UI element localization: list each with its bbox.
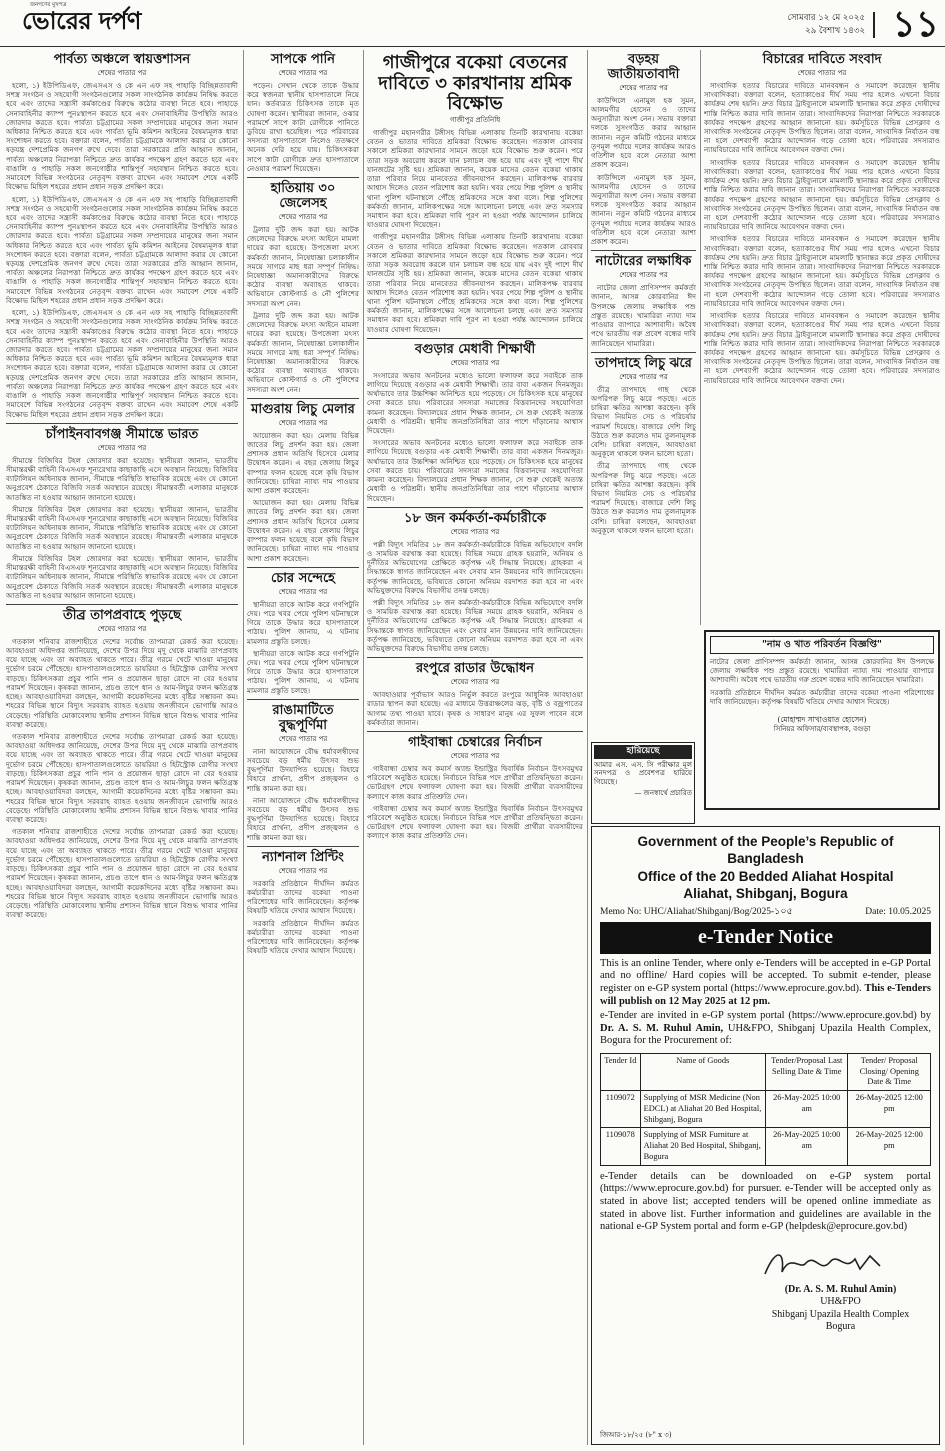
section-divider [367, 507, 583, 508]
tender-id: 1109078 [601, 1128, 641, 1165]
name-change-signer: (মোহাম্মদ সাখাওয়াত হোসেন) [777, 714, 867, 724]
date-bengali: ২৯ বৈশাখ ১৪৩২ [805, 25, 865, 36]
newspaper-logo: ভোরের দর্পণ [22, 7, 141, 35]
tender-closing-date: 26-May-2025 12:00 pm [848, 1128, 931, 1165]
article-body: সাংবাদিক হত্যার বিচারের দাবিতে মানববন্ধন ও সমাবেশ করেছেন স্থানীয় সাংবাদিকরা। বক্তারা বলেন, হত্যাকাণ্ডের দীর্ঘ সময় পার হলেও এখনো বিচার কার্যক্রম শেষ হয়নি। দ্রুত বিচার ট্রাইব্যুনালে মামলাটি স্থানান্তর করে প্রকৃত দোষীদের শাস্তি নিশ্চিত করার দাবি জানান তারা। সাংবাদিকদের নিরাপত্তা নিশ্চিতে সরকারকে কার্যকর পদক্ষেপ গ্রহণের আহ্বান জানানো হয়। কর্মসূচিতে বিভিন্ন প্রেসক্লাব ও সাংবাদিক সংগঠনের নেতৃবৃন্দ উপস্থিত ছিলেন। তারা বলেন, সাংবাদিক নির্যাতন বন্ধ না হলে দেশব্যাপী কঠোর আন্দোলন গড়ে তোলা হবে। পরিবারের সদস্যরাও ন্যায়বিচারের দাবি জানিয়ে আবেগঘন বক্তব্য দেন। [704, 234, 940, 308]
section-divider [247, 398, 359, 399]
article-body: পড়েন। সেখান থেকে তাকে উদ্ধার করে স্বজনরা স্থানীয় হাসপাতালে নিয়ে যান। কর্তব্যরত চিকিৎসক তাকে মৃত ঘোষণা করেন। স্থানীয়রা জানান, ওঝার পরামর্শে সাপে কাটা রোগীকে পানিতে ডুবিয়ে রাখা হয়েছিল। পরে পরিবারের সদস্যরা হাসপাতালে নিলেও ততক্ষণে অনেক দেরি হয়ে যায়। চিকিৎসকরা সাপে কাটা রোগীকে দ্রুত হাসপাতালে নেওয়ার পরামর্শ দিয়েছেন। [247, 80, 359, 173]
tender-col-header: Name of Goods [640, 1053, 765, 1090]
tender-heading: e-Tender Notice [600, 922, 931, 954]
tender-goods: Supplying of MSR Furniture at Aliahat 20 Bed Hospital, Shibganj, Bogura [640, 1128, 765, 1165]
article-body: সংসারের অভাব অনটনের মধ্যেও ভালো ফলাফল করে সবাইকে তাক লাগিয়ে দিয়েছে বগুড়ার এক মেধাবী শিক্ষার্থী। তার বাবা একজন দিনমজুর। অর্থাভাবে তার উচ্চশিক্ষা অনিশ্চিত হয়ে পড়েছে। সে চিকিৎসক হয়ে মানুষের সেবা করতে চায়। পরিবারের সদস্যরা সমাজের বিত্তবানদের সহযোগিতা কামনা করেছেন। বিদ্যালয়ের প্রধান শিক্ষক জানান, সে শুরু থেকেই অত্যন্ত মেধাবী ও পরিশ্রমী। স্থানীয় জনপ্রতিনিধিরা তার পাশে দাঁড়ানোর আশ্বাস দিয়েছেন। [367, 370, 583, 436]
section-divider [247, 177, 359, 178]
article-body: হলো, ১) ইউপিডিএফ, জেএসএস ও কে এন এফ সহ পাহাড়ি বিচ্ছিন্নতাবাদী সশস্ত্র সংগঠন ও সহযোগী সংগঠনগুলোর সকল সাংগঠনিক কার্যক্রম নিষিদ্ধ করতে হবে এবং তাদের সন্ত্রাসী কর্মকাণ্ডের বিরুদ্ধে কঠোর ব্যবস্থা নিতে হবে। পাহাড়ে সেনাবাহিনীর ক্যাম্প পুনঃস্থাপন করতে হবে এবং সেনাবাহিনীর উপস্থিতি আরও জোরদার করতে হবে। পার্বত্য চট্টগ্রামের সকল সম্প্রদায়ের মানুষের জন্য সমান অধিকার নিশ্চিত করতে হবে এবং পার্বত্য ভূমি কমিশন আইনের বৈষম্যমূলক ধারা সংশোধন করতে হবে। বক্তারা বলেন, পার্বত্য চট্টগ্রামকে আলাদা করার যে কোনো ষড়যন্ত্র দেশপ্রেমিক জনগণ রুখে দেবে। তারা সরকারের প্রতি আহ্বান জানান, পার্বত্য অঞ্চলের নিরাপত্তা নিশ্চিতে দ্রুত কার্যকর পদক্ষেপ গ্রহণ করতে হবে এবং বাঙালি ও পাহাড়ি সকল জনগোষ্ঠীর শান্তিপূর্ণ সহাবস্থান নিশ্চিত করতে হবে। সমাবেশে বিভিন্ন সংগঠনের নেতৃবৃন্দ বক্তব্য রাখেন এবং সমাবেশ শেষে একটি বিক্ষোভ মিছিল শহরের প্রধান প্রধান সড়ক প্রদক্ষিণ করে। [6, 308, 238, 419]
column-1 [6, 50, 238, 1445]
article-body: ট্রলার দুটি জব্দ করা হয়। আটক জেলেদের বিরুদ্ধে মৎস্য আইনে মামলা দায়ের করা হয়েছে। উপজেলা মৎস্য কর্মকর্তা জানান, নিষেধাজ্ঞা চলাকালীন সময়ে সাগরে মাছ ধরা সম্পূর্ণ নিষিদ্ধ। নিষেধাজ্ঞা অমান্যকারীদের বিরুদ্ধে কঠোর ব্যবস্থা অব্যাহত থাকবে। অভিযানে কোস্টগার্ড ও নৌ পুলিশের সদস্যরা অংশ নেন। [247, 224, 359, 308]
headline-rangamati: রাঙামাটিতে বুদ্ধপূর্ণিমা [272, 702, 334, 733]
column-divider [243, 50, 244, 1445]
headline-rangpur: রংপুরে রাডার উদ্ধোধন [415, 661, 535, 677]
source-eighteen: শেষের পাতার পর [450, 527, 500, 536]
source-bogura: শেষের পাতার পর [450, 358, 500, 367]
article-body: গাইবান্ধা চেম্বার অব কমার্স অ্যান্ড ইন্ডাস্ট্রির দ্বিবার্ষিক নির্বাচন উৎসবমুখর পরিবেশে অনুষ্ঠিত হয়েছে। নির্বাচনে বিভিন্ন পদে প্রার্থীরা প্রতিদ্বন্দ্বিতা করেন। ভোটগ্রহণ শেষে ফলাফল ঘোষণা করা হয়। বিজয়ী প্রার্থীরা ব্যবসায়ীদের কল্যাণে কাজ করার প্রতিশ্রুতি দেন। [367, 763, 583, 801]
headline-parbatya: পার্বত্য অঞ্চলে স্বায়ত্তশাসন [53, 52, 191, 67]
tender-intro [600, 958, 931, 1008]
headline-national-printing: ন্যাশনাল প্রিন্টিং [262, 849, 344, 865]
ad-reference: জিআর-১৮/২৫ (৮" x ৩) [600, 1431, 672, 1440]
article-body: নানা আয়োজনে বৌদ্ধ ধর্মাবলম্বীদের সবচেয়ে বড় ধর্মীয় উৎসব শুভ বুদ্ধপূর্ণিমা উদযাপিত হয়েছে। বিহারে বিহারে প্রার্থনা, প্রদীপ প্রজ্জ্বলন ও শান্তি কামনা করা হয়। [247, 795, 359, 842]
article-body: সংসারের অভাব অনটনের মধ্যেও ভালো ফলাফল করে সবাইকে তাক লাগিয়ে দিয়েছে বগুড়ার এক মেধাবী শিক্ষার্থী। তার বাবা একজন দিনমজুর। অর্থাভাবে তার উচ্চশিক্ষা অনিশ্চিত হয়ে পড়েছে। সে চিকিৎসক হয়ে মানুষের সেবা করতে চায়। পরিবারের সদস্যরা সমাজের বিত্তবানদের সহযোগিতা কামনা করেছেন। বিদ্যালয়ের প্রধান শিক্ষক জানান, সে শুরু থেকেই অত্যন্ত মেধাবী ও পরিশ্রমী। স্থানীয় জনপ্রতিনিধিরা তার পাশে দাঁড়ানোর আশ্বাস দিয়েছেন। [367, 438, 583, 503]
masthead [0, 0, 945, 47]
source-litchi-fair: শেষের পাতার পর [278, 418, 328, 427]
source-gaibandha: শেষের পাতার পর [450, 752, 500, 760]
tender-id: 1109072 [601, 1091, 641, 1128]
article-body: নাটোর জেলা প্রাণিসম্পদ কর্মকর্তা জানান, আসন্ন কোরবানির ঈদ উপলক্ষে জেলায় লক্ষাধিক পশু প্রস্তুত রয়েছে। খামারিরা ন্যায্য দাম পাওয়ার ব্যাপারে আশাবাদী। অবৈধ পথে ভারতীয় গরু প্রবেশ বন্ধের দাবি জানিয়েছেন খামারিরা। [591, 283, 696, 348]
source-hatiya: শেষের পাতার পর [278, 212, 328, 221]
headline-bogura: বগুড়ার মেধাবী শিক্ষার্থী [414, 341, 536, 357]
tender-date: Date: 10.05.2025 [865, 907, 931, 918]
tender-gov: Government of the People’s Republic of Bangladesh [637, 834, 894, 867]
source-tapprobah: শেষের পাতার পর [97, 624, 147, 633]
headline-litchi-fair: মাগুরায় লিচু মেলার [251, 401, 355, 417]
column-divider [363, 50, 364, 1445]
headline-gazipur: গাজীপুরে বকেয়া বেতনের দাবিতে ৩ কারখানায় শ্রমিক বিক্ষোভ [378, 52, 572, 115]
headline-thief: চোর সন্দেহে [270, 570, 336, 586]
tender-sign-title: UH&FPO [820, 1296, 861, 1308]
name-change-body: সরকারি প্রতিষ্ঠানে দীর্ঘদিন কর্মরত কর্মচারীরা তাদের বকেয়া পাওনা পরিশোধের দাবি জানিয়েছেন। কর্তৃপক্ষ বিষয়টি খতিয়ে দেখার আশ্বাস দিয়েছে। [710, 689, 934, 706]
column-5 [704, 50, 940, 625]
tender-col-header: Tender/Proposal Last Selling Date & Time [765, 1053, 848, 1090]
tender-sign-name: (Dr. A. S. M. Ruhul Amin) [784, 1283, 897, 1295]
article-body: কাউন্সিলে এনামুল হক সুমন, আলমগীর হোসেন ও তাদের অনুসারীরা অংশ নেন। সভায় বক্তারা দলকে সুসংগঠিত করার আহ্বান জানান। নতুন কমিটি গঠনের মাধ্যমে তৃণমূল পর্যায়ে দলের কার্যক্রম আরও গতিশীল হবে বলে নেতারা আশা প্রকাশ করেন। [591, 172, 696, 247]
tender-memo: Memo No: UHC/Aliahat/Shibganj/Bog/2025-১০৫ [600, 907, 793, 918]
tender-signature [760, 1244, 931, 1284]
source-tapdah: শেষের পাতার পর [619, 372, 668, 381]
headline-gaibandha: গাইবান্ধা চেম্বারের নির্বাচন [408, 735, 542, 751]
headline-bichar: বিচারের দাবিতে সংবাদ [762, 52, 882, 67]
article-body: সরকারি প্রতিষ্ঠানে দীর্ঘদিন কর্মরত কর্মচারীরা তাদের বকেয়া পাওনা পরিশোধের দাবি জানিয়েছেন। কর্তৃপক্ষ বিষয়টি খতিয়ে দেখার আশ্বাস দিয়েছে। [247, 918, 359, 956]
article-body: স্থানীয়রা তাকে আটক করে গণপিটুনি দেয়। পরে খবর পেয়ে পুলিশ ঘটনাস্থলে গিয়ে তাকে উদ্ধার করে হাসপাতালে পাঠায়। পুলিশ জানায়, এ ঘটনায় মামলার প্রস্তুতি চলছে। [247, 599, 359, 646]
name-change-notice [704, 630, 940, 810]
headline-tapprobah: তীব্র তাপপ্রবাহে পুড়ছে [62, 607, 182, 623]
tender-para3: e-Tender details can be downloaded on e-GP system portal (https://www.eprocure.gov.bd) for pursuer. e-Tender will be accepted only as stated in above list; accepted tenders will be opened online immediate as stated in above list. Further information and guidelines are available in the national e-GP System portal and form e-GP (helpdesk@eprocure.gov.bd) [600, 1170, 931, 1233]
tender-table [600, 1053, 931, 1166]
article-body: গতকাল শনিবার রাজশাহীতে দেশের সর্বোচ্চ তাপমাত্রা রেকর্ড করা হয়েছে। আবহাওয়া অধিদপ্তর জানিয়েছে, দেশের উপর দিয়ে মৃদু থেকে মাঝারি তাপপ্রবাহ বয়ে যাচ্ছে এবং তা অব্যাহত থাকতে পারে। তীব্র গরমে খেটে খাওয়া মানুষের দুর্ভোগ চরমে পৌঁছেছে। হাসপাতালগুলোতে ডায়রিয়া ও হিটস্ট্রোক রোগীর সংখ্যা বাড়ছে। চিকিৎসকরা প্রচুর পানি পান ও প্রয়োজন ছাড়া রোদে না বের হওয়ার পরামর্শ দিয়েছেন। কৃষকরা জানান, প্রচণ্ড তাপে ধান ও আম-লিচুর ফলন ক্ষতিগ্রস্ত হচ্ছে। আবহাওয়াবিদরা বলছেন, আগামী কয়েকদিনের মধ্যে বৃষ্টির সম্ভাবনা কম। শহরের বিভিন্ন স্থানে বিদ্যুৎ সরবরাহ ব্যাহত হওয়ায় জনজীবনে ভোগান্তি আরও বেড়েছে। পরিস্থিতি মোকাবেলায় স্থানীয় প্রশাসন বিভিন্ন স্থানে বিশুদ্ধ খাবার পানির ব্যবস্থা করেছে। [6, 732, 238, 824]
article-body: আবহাওয়ার পূর্বাভাস আরও নির্ভুল করতে রংপুরে আধুনিক আবহাওয়া রাডার স্থাপন করা হয়েছে। এর মাধ্যমে উত্তরাঞ্চলের ঝড়, বৃষ্টি ও বজ্রপাতের আগাম তথ্য পাওয়া যাবে। কৃষক ও সাধারণ মানুষ এর সুফল পাবেন বলে কর্মকর্তারা জানান। [367, 690, 583, 727]
tender-goods: Supplying of MSR Medicine (Non EDCL) at Aliahat 20 Bed Hospital, Shibganj, Bogura [640, 1091, 765, 1128]
source-national-printing: শেষের পাতার পর [278, 866, 328, 875]
article-body: গাইবান্ধা চেম্বার অব কমার্স অ্যান্ড ইন্ডাস্ট্রির দ্বিবার্ষিক নির্বাচন উৎসবমুখর পরিবেশে অনুষ্ঠিত হয়েছে। নির্বাচনে বিভিন্ন পদে প্রার্থীরা প্রতিদ্বন্দ্বিতা করেন। ভোটগ্রহণ শেষে ফলাফল ঘোষণা করা হয়। বিজয়ী প্রার্থীরা ব্যবসায়ীদের কল্যাণে কাজ করার প্রতিশ্রুতি দেন। [367, 803, 583, 841]
source-rangpur: শেষের পাতার পর [450, 678, 500, 687]
brand-tagline: জনগণের মুখপত্র [30, 2, 67, 8]
tender-closing-date: 26-May-2025 12:00 pm [848, 1091, 931, 1128]
tender-col-header: Tender Id [601, 1053, 641, 1090]
lost-notice [591, 742, 695, 824]
date-english: সোমবার ১২ মে ২০২৫ [787, 13, 865, 23]
headline-eighteen: ১৮ জন কর্মকর্তা-কর্মচারীকে [404, 510, 546, 526]
tender-selling-date: 26-May-2025 10:00 am [765, 1128, 848, 1165]
source-gazipur: গাজীপুর প্রতিনিধি [449, 116, 501, 125]
tender-office: Office of the 20 Bedded Aliahat Hospital [637, 868, 894, 884]
headline-tapdah: তাপদাহে লিচু ঝরে [595, 355, 692, 371]
article-body: পল্লী বিদ্যুৎ সমিতির ১৮ জন কর্মকর্তা-কর্মচারীকে বিভিন্ন অভিযোগে বদলি ও সাময়িক বরখাস্ত করা হয়েছে। বিভিন্ন সময়ে গ্রাহক হয়রানি, অনিয়ম ও দুর্নীতির অভিযোগের প্রেক্ষিতে কর্তৃপক্ষ এই সিদ্ধান্ত নিয়েছে। গ্রাহকরা এ সিদ্ধান্তকে স্বাগত জানিয়েছেন এবং সেবার মান উন্নয়নের দাবি জানিয়েছেন। কর্তৃপক্ষ জানিয়েছে, ভবিষ্যতে কোনো অনিয়ম বরদাশত করা হবে না এবং অভিযুক্তদের বিরুদ্ধে বিভাগীয় তদন্ত চলছে। [367, 597, 583, 654]
column-3 [367, 50, 583, 1445]
section-divider [6, 423, 238, 424]
column-divider [587, 50, 588, 1445]
article-body: পল্লী বিদ্যুৎ সমিতির ১৮ জন কর্মকর্তা-কর্মচারীকে বিভিন্ন অভিযোগে বদলি ও সাময়িক বরখাস্ত করা হয়েছে। বিভিন্ন সময়ে গ্রাহক হয়রানি, অনিয়ম ও দুর্নীতির অভিযোগের প্রেক্ষিতে কর্তৃপক্ষ এই সিদ্ধান্ত নিয়েছে। গ্রাহকরা এ সিদ্ধান্তকে স্বাগত জানিয়েছেন এবং সেবার মান উন্নয়নের দাবি জানিয়েছেন। কর্তৃপক্ষ জানিয়েছে, ভবিষ্যতে কোনো অনিয়ম বরদাশত করা হবে না এবং অভিযুক্তদের বিরুদ্ধে বিভাগীয় তদন্ত চলছে। [367, 539, 583, 595]
tender-para2a: e-Tender are invited in e-GP system portal (https://www.eprocure.gov.bd) by [600, 1010, 931, 1022]
section-divider [367, 731, 583, 732]
article-body: সীমান্তে বিজিবির টহল জোরদার করা হয়েছে। স্থানীয়রা জানান, ভারতীয় সীমান্তরক্ষী বাহিনী বিএসএফ শূন্যরেখার কাছাকাছি এসে অবস্থান নিয়েছে। বিজিবির ব্যাটালিয়ন অধিনায়ক জানান, সীমান্তে পরিস্থিতি স্বাভাবিক রয়েছে এবং যে কোনো অনুপ্রবেশ ঠেকাতে বিজিবি সতর্ক অবস্থানে রয়েছে। সীমান্তবর্তী এলাকার মানুষকে আতঙ্কিত না হওয়ার আহ্বান জানানো হয়েছে। [6, 553, 238, 600]
source-natore: শেষের পাতার পর [619, 271, 668, 280]
article-body: কাউন্সিলে এনামুল হক সুমন, আলমগীর হোসেন ও তাদের অনুসারীরা অংশ নেন। সভায় বক্তারা দলকে সুসংগঠিত করার আহ্বান জানান। নতুন কমিটি গঠনের মাধ্যমে তৃণমূল পর্যায়ে দলের কার্যক্রম আরও গতিশীল হবে বলে নেতারা আশা প্রকাশ করেন। [591, 95, 696, 170]
source-rangamati: শেষের পাতার পর [278, 734, 328, 743]
article-body: গাজীপুর মহানগরীর টঙ্গীসহ বিভিন্ন এলাকায় তিনটি কারখানায় বকেয়া বেতন ও ভাতার দাবিতে শ্রমিকরা বিক্ষোভ করেছেন। গতকাল রোববার সকালে শ্রমিকরা কারখানার সামনে জড়ো হয়ে বিক্ষোভ শুরু করেন। পরে তারা সড়ক অবরোধ করলে যান চলাচল বন্ধ হয়ে যায় এবং দুই পাশে দীর্ঘ যানজটের সৃষ্টি হয়। শ্রমিকরা জানান, কয়েক মাসের বেতন বকেয়া থাকায় তারা পরিবার নিয়ে মানবেতর জীবনযাপন করছেন। মালিকপক্ষ বারবার আশ্বাস দিলেও বেতন পরিশোধ করা হয়নি। খবর পেয়ে শিল্প পুলিশ ও স্থানীয় থানা পুলিশ ঘটনাস্থলে পৌঁছে শ্রমিকদের সঙ্গে কথা বলে। শিল্প পুলিশের কর্মকর্তা জানান, মালিকপক্ষের সঙ্গে আলোচনা চলছে এবং দ্রুত সমস্যার সমাধান করা হবে। শ্রমিকরা দাবি পূরণ না হওয়া পর্যন্ত আন্দোলন চালিয়ে যাওয়ার ঘোষণা দিয়েছেন। [367, 128, 583, 230]
table-row [601, 1091, 931, 1128]
tender-notice [591, 826, 940, 1445]
article-body: সরকারি প্রতিষ্ঠানে দীর্ঘদিন কর্মরত কর্মচারীরা তাদের বকেয়া পাওনা পরিশোধের দাবি জানিয়েছেন। কর্তৃপক্ষ বিষয়টি খতিয়ে দেখার আশ্বাস দিয়েছে। [247, 878, 359, 916]
article-body: সাংবাদিক হত্যার বিচারের দাবিতে মানববন্ধন ও সমাবেশ করেছেন স্থানীয় সাংবাদিকরা। বক্তারা বলেন, হত্যাকাণ্ডের দীর্ঘ সময় পার হলেও এখনো বিচার কার্যক্রম শেষ হয়নি। দ্রুত বিচার ট্রাইব্যুনালে মামলাটি স্থানান্তর করে প্রকৃত দোষীদের শাস্তি নিশ্চিত করার দাবি জানান তারা। সাংবাদিকদের নিরাপত্তা নিশ্চিতে সরকারকে কার্যকর পদক্ষেপ গ্রহণের আহ্বান জানানো হয়। কর্মসূচিতে বিভিন্ন প্রেসক্লাব ও সাংবাদিক সংগঠনের নেতৃবৃন্দ উপস্থিত ছিলেন। তারা বলেন, সাংবাদিক নির্যাতন বন্ধ না হলে দেশব্যাপী কঠোর আন্দোলন গড়ে তোলা হবে। পরিবারের সদস্যরাও ন্যায়বিচারের দাবি জানিয়ে আবেগঘন বক্তব্য দেন। [704, 157, 940, 232]
tender-location: Aliahat, Shibganj, Bogura [683, 885, 848, 901]
article-body: সীমান্তে বিজিবির টহল জোরদার করা হয়েছে। স্থানীয়রা জানান, ভারতীয় সীমান্তরক্ষী বাহিনী বিএসএফ শূন্যরেখার কাছাকাছি এসে অবস্থান নিয়েছে। বিজিবির ব্যাটালিয়ন অধিনায়ক জানান, সীমান্তে পরিস্থিতি স্বাভাবিক রয়েছে এবং যে কোনো অনুপ্রবেশ ঠেকাতে বিজিবি সতর্ক অবস্থানে রয়েছে। সীমান্তবর্তী এলাকার মানুষকে আতঙ্কিত না হওয়ার আহ্বান জানানো হয়েছে। [6, 504, 238, 551]
column-2 [247, 50, 359, 1445]
article-body: আয়োজন করা হয়। মেলায় বিভিন্ন জাতের লিচু প্রদর্শন করা হয়। জেলা প্রশাসক প্রধান অতিথি হিসেবে মেলার উদ্বোধন করেন। এ বছর জেলায় লিচুর বাম্পার ফলন হয়েছে বলে কৃষি বিভাগ জানিয়েছে। চাষিরা ন্যায্য দাম পাওয়ার আশা প্রকাশ করেছেন। [247, 430, 359, 496]
article-body: তীব্র তাপদাহে গাছ থেকে অপরিপক্ব লিচু ঝরে পড়ছে। এতে চাষিরা ক্ষতির আশঙ্কা করছেন। কৃষি বিভাগ নিয়মিত সেচ ও পরিচর্যার পরামর্শ দিয়েছে। বাজারে দেশি লিচু উঠতে শুরু করলেও দাম তুলনামূলক বেশি। চাষিরা বলছেন, আবহাওয়া অনুকূলে থাকলে ফলন ভালো হতো। [591, 384, 696, 459]
section-divider [6, 604, 238, 605]
tender-sign-office: Shibganj Upazila Health Complex [771, 1308, 910, 1320]
issue-date [787, 12, 875, 38]
headline-boro: বড়হয় জাতীয়তাবাদী [607, 52, 680, 82]
article-body: গাজীপুর মহানগরীর টঙ্গীসহ বিভিন্ন এলাকায় তিনটি কারখানায় বকেয়া বেতন ও ভাতার দাবিতে শ্রমিকরা বিক্ষোভ করেছেন। গতকাল রোববার সকালে শ্রমিকরা কারখানার সামনে জড়ো হয়ে বিক্ষোভ শুরু করেন। পরে তারা সড়ক অবরোধ করলে যান চলাচল বন্ধ হয়ে যায় এবং দুই পাশে দীর্ঘ যানজটের সৃষ্টি হয়। শ্রমিকরা জানান, কয়েক মাসের বেতন বকেয়া থাকায় তারা পরিবার নিয়ে মানবেতর জীবনযাপন করছেন। মালিকপক্ষ বারবার আশ্বাস দিলেও বেতন পরিশোধ করা হয়নি। খবর পেয়ে শিল্প পুলিশ ও স্থানীয় থানা পুলিশ ঘটনাস্থলে পৌঁছে শ্রমিকদের সঙ্গে কথা বলে। শিল্প পুলিশের কর্মকর্তা জানান, মালিকপক্ষের সঙ্গে আলোচনা চলছে এবং দ্রুত সমস্যার সমাধান করা হবে। শ্রমিকরা দাবি পূরণ না হওয়া পর্যন্ত আন্দোলন চালিয়ে যাওয়ার ঘোষণা দিয়েছেন। [367, 232, 583, 334]
article-body: ট্রলার দুটি জব্দ করা হয়। আটক জেলেদের বিরুদ্ধে মৎস্য আইনে মামলা দায়ের করা হয়েছে। উপজেলা মৎস্য কর্মকর্তা জানান, নিষেধাজ্ঞা চলাকালীন সময়ে সাগরে মাছ ধরা সম্পূর্ণ নিষিদ্ধ। নিষেধাজ্ঞা অমান্যকারীদের বিরুদ্ধে কঠোর ব্যবস্থা অব্যাহত থাকবে। অভিযানে কোস্টগার্ড ও নৌ পুলিশের সদস্যরা অংশ নেন। [247, 310, 359, 394]
tender-publish-date: This e-Tenders will publish on 12 May 2025 at 12 pm. [600, 983, 932, 1007]
article-body: স্থানীয়রা তাকে আটক করে গণপিটুনি দেয়। পরে খবর পেয়ে পুলিশ ঘটনাস্থলে গিয়ে তাকে উদ্ধার করে হাসপাতালে পাঠায়। পুলিশ জানায়, এ ঘটনায় মামলার প্রস্তুতি চলছে। [247, 648, 359, 695]
source-chapainawabganj: শেষের পাতার পর [97, 443, 147, 452]
source-bichar: শেষের পাতার পর [797, 68, 847, 77]
tender-col-header: Tender/ Proposal Closing/ Opening Date & Time [848, 1053, 931, 1090]
section-divider [591, 250, 696, 251]
lost-notice-title: হারিয়েছে [594, 745, 692, 759]
section-divider [367, 657, 583, 658]
source-shapkeke: শেষের পাতার পর [278, 68, 328, 77]
tender-para2b: UH&FPO, Shibganj Upazila Health Complex, Bogura for the Procurement of: [600, 1022, 931, 1047]
article-body: নানা আয়োজনে বৌদ্ধ ধর্মাবলম্বীদের সবচেয়ে বড় ধর্মীয় উৎসব শুভ বুদ্ধপূর্ণিমা উদযাপিত হয়েছে। বিহারে বিহারে প্রার্থনা, প্রদীপ প্রজ্জ্বলন ও শান্তি কামনা করা হয়। [247, 746, 359, 793]
article-body: গতকাল শনিবার রাজশাহীতে দেশের সর্বোচ্চ তাপমাত্রা রেকর্ড করা হয়েছে। আবহাওয়া অধিদপ্তর জানিয়েছে, দেশের উপর দিয়ে মৃদু থেকে মাঝারি তাপপ্রবাহ বয়ে যাচ্ছে এবং তা অব্যাহত থাকতে পারে। তীব্র গরমে খেটে খাওয়া মানুষের দুর্ভোগ চরমে পৌঁছেছে। হাসপাতালগুলোতে ডায়রিয়া ও হিটস্ট্রোক রোগীর সংখ্যা বাড়ছে। চিকিৎসকরা প্রচুর পানি পান ও প্রয়োজন ছাড়া রোদে না বের হওয়ার পরামর্শ দিয়েছেন। কৃষকরা জানান, প্রচণ্ড তাপে ধান ও আম-লিচুর ফলন ক্ষতিগ্রস্ত হচ্ছে। আবহাওয়াবিদরা বলছেন, আগামী কয়েকদিনের মধ্যে বৃষ্টির সম্ভাবনা কম। শহরের বিভিন্ন স্থানে বিদ্যুৎ সরবরাহ ব্যাহত হওয়ায় জনজীবনে ভোগান্তি আরও বেড়েছে। পরিস্থিতি মোকাবেলায় স্থানীয় প্রশাসন বিভিন্ন স্থানে বিশুদ্ধ খাবার পানির ব্যবস্থা করেছে। [6, 636, 238, 729]
name-change-body: নাটোর জেলা প্রাণিসম্পদ কর্মকর্তা জানান, আসন্ন কোরবানির ঈদ উপলক্ষে জেলায় লক্ষাধিক পশু প্রস্তুত রয়েছে। খামারিরা ন্যায্য দাম পাওয়ার ব্যাপারে আশাবাদী। অবৈধ পথে ভারতীয় গরু প্রবেশ বন্ধের দাবি জানিয়েছেন খামারিরা। [710, 658, 934, 685]
tender-sign-block [750, 1284, 931, 1334]
tender-selling-date: 26-May-2025 10:00 am [765, 1091, 848, 1128]
headline-hatiya: হাতিয়ায় ৩০ জেলেসহ [270, 181, 336, 212]
tender-sign-place: Bogura [825, 1321, 856, 1333]
headline-chapainawabganj: চাঁপাইনবাবগঞ্জ সীমান্তে ভারত [45, 426, 199, 442]
name-change-title: "নাম ও খাত পরিবর্তন বিজ্ঞপ্তি" [710, 636, 934, 654]
source-boro: শেষের পাতার পর [619, 83, 668, 92]
lost-notice-text: আমার এস. এস. সি পরীক্ষার মূল সনদপত্র ও প্রবেশপত্র হারিয়ে গিয়েছে। [594, 760, 692, 787]
name-change-office: সিনিয়র অফিসার/ব্যবস্থাপক, বগুড়া [773, 724, 871, 733]
tender-para1: This is an online Tender, where only e-Tenders will be accepted in e-GP Portal and no offline/ Hard copies will be accepted. To submit e-tender, please register on e-GP system portal (https://www.eprocure.gov.bd). [600, 957, 931, 994]
section-divider [591, 352, 696, 353]
section-divider [247, 846, 359, 847]
tender-memo-row [600, 906, 931, 918]
lost-notice-footer: — জনস্বার্থে প্রচারিত [634, 789, 692, 798]
article-body: আয়োজন করা হয়। মেলায় বিভিন্ন জাতের লিচু প্রদর্শন করা হয়। জেলা প্রশাসক প্রধান অতিথি হিসেবে মেলার উদ্বোধন করেন। এ বছর জেলায় লিচুর বাম্পার ফলন হয়েছে বলে কৃষি বিভাগ জানিয়েছে। চাষিরা ন্যায্য দাম পাওয়ার আশা প্রকাশ করেছেন। [247, 498, 359, 563]
article-body: তীব্র তাপদাহে গাছ থেকে অপরিপক্ব লিচু ঝরে পড়ছে। এতে চাষিরা ক্ষতির আশঙ্কা করছেন। কৃষি বিভাগ নিয়মিত সেচ ও পরিচর্যার পরামর্শ দিয়েছে। বাজারে দেশি লিচু উঠতে শুরু করলেও দাম তুলনামূলক বেশি। চাষিরা বলছেন, আবহাওয়া অনুকূলে থাকলে ফলন ভালো হতো। [591, 461, 696, 535]
section-divider [367, 338, 583, 339]
headline-natore: নাটোরের লক্ষাধিক [595, 254, 692, 270]
article-body: গতকাল শনিবার রাজশাহীতে দেশের সর্বোচ্চ তাপমাত্রা রেকর্ড করা হয়েছে। আবহাওয়া অধিদপ্তর জানিয়েছে, দেশের উপর দিয়ে মৃদু থেকে মাঝারি তাপপ্রবাহ বয়ে যাচ্ছে এবং তা অব্যাহত থাকতে পারে। তীব্র গরমে খেটে খাওয়া মানুষের দুর্ভোগ চরমে পৌঁছেছে। হাসপাতালগুলোতে ডায়রিয়া ও হিটস্ট্রোক রোগীর সংখ্যা বাড়ছে। চিকিৎসকরা প্রচুর পানি পান ও প্রয়োজন ছাড়া রোদে না বের হওয়ার পরামর্শ দিয়েছেন। কৃষকরা জানান, প্রচণ্ড তাপে ধান ও আম-লিচুর ফলন ক্ষতিগ্রস্ত হচ্ছে। আবহাওয়াবিদরা বলছেন, আগামী কয়েকদিনের মধ্যে বৃষ্টির সম্ভাবনা কম। শহরের বিভিন্ন স্থানে বিদ্যুৎ সরবরাহ ব্যাহত হওয়ায় জনজীবনে ভোগান্তি আরও বেড়েছে। পরিস্থিতি মোকাবেলায় স্থানীয় প্রশাসন বিভিন্ন স্থানে বিশুদ্ধ খাবার পানির ব্যবস্থা করেছে। [6, 827, 238, 920]
source-parbatya: শেষের পাতার পর [97, 68, 147, 77]
column-divider [700, 50, 701, 625]
page-number: ১১ [892, 4, 939, 45]
article-body: হলো, ১) ইউপিডিএফ, জেএসএস ও কে এন এফ সহ পাহাড়ি বিচ্ছিন্নতাবাদী সশস্ত্র সংগঠন ও সহযোগী সংগঠনগুলোর সকল সাংগঠনিক কার্যক্রম নিষিদ্ধ করতে হবে এবং তাদের সন্ত্রাসী কর্মকাণ্ডের বিরুদ্ধে কঠোর ব্যবস্থা নিতে হবে। পাহাড়ে সেনাবাহিনীর ক্যাম্প পুনঃস্থাপন করতে হবে এবং সেনাবাহিনীর উপস্থিতি আরও জোরদার করতে হবে। পার্বত্য চট্টগ্রামের সকল সম্প্রদায়ের মানুষের জন্য সমান অধিকার নিশ্চিত করতে হবে এবং পার্বত্য ভূমি কমিশন আইনের বৈষম্যমূলক ধারা সংশোধন করতে হবে। বক্তারা বলেন, পার্বত্য চট্টগ্রামকে আলাদা করার যে কোনো ষড়যন্ত্র দেশপ্রেমিক জনগণ রুখে দেবে। তারা সরকারের প্রতি আহ্বান জানান, পার্বত্য অঞ্চলের নিরাপত্তা নিশ্চিতে দ্রুত কার্যকর পদক্ষেপ গ্রহণ করতে হবে এবং বাঙালি ও পাহাড়ি সকল জনগোষ্ঠীর শান্তিপূর্ণ সহাবস্থান নিশ্চিত করতে হবে। সমাবেশে বিভিন্ন সংগঠনের নেতৃবৃন্দ বক্তব্য রাখেন এবং সমাবেশ শেষে একটি বিক্ষোভ মিছিল শহরের প্রধান প্রধান সড়ক প্রদক্ষিণ করে। [6, 194, 238, 305]
article-body: সাংবাদিক হত্যার বিচারের দাবিতে মানববন্ধন ও সমাবেশ করেছেন স্থানীয় সাংবাদিকরা। বক্তারা বলেন, হত্যাকাণ্ডের দীর্ঘ সময় পার হলেও এখনো বিচার কার্যক্রম শেষ হয়নি। দ্রুত বিচার ট্রাইব্যুনালে মামলাটি স্থানান্তর করে প্রকৃত দোষীদের শাস্তি নিশ্চিত করার দাবি জানান তারা। সাংবাদিকদের নিরাপত্তা নিশ্চিতে সরকারকে কার্যকর পদক্ষেপ গ্রহণের আহ্বান জানানো হয়। কর্মসূচিতে বিভিন্ন প্রেসক্লাব ও সাংবাদিক সংগঠনের নেতৃবৃন্দ উপস্থিত ছিলেন। তারা বলেন, সাংবাদিক নির্যাতন বন্ধ না হলে দেশব্যাপী কঠোর আন্দোলন গড়ে তোলা হবে। পরিবারের সদস্যরাও ন্যায়বিচারের দাবি জানিয়ে আবেগঘন বক্তব্য দেন। [704, 311, 940, 385]
headline-shapkeke: সাপকে পানি [270, 52, 336, 67]
article-body: সীমান্তে বিজিবির টহল জোরদার করা হয়েছে। স্থানীয়রা জানান, ভারতীয় সীমান্তরক্ষী বাহিনী বিএসএফ শূন্যরেখার কাছাকাছি এসে অবস্থান নিয়েছে। বিজিবির ব্যাটালিয়ন অধিনায়ক জানান, সীমান্তে পরিস্থিতি স্বাভাবিক রয়েছে এবং যে কোনো অনুপ্রবেশ ঠেকাতে বিজিবি সতর্ক অবস্থানে রয়েছে। সীমান্তবর্তী এলাকার মানুষকে আতঙ্কিত না হওয়ার আহ্বান জানানো হয়েছে। [6, 455, 238, 502]
tender-officer-name: Dr. A. S. M. Ruhul Amin, [600, 1022, 724, 1034]
signature-scribble [760, 1244, 900, 1284]
section-divider [247, 699, 359, 700]
table-row [601, 1128, 931, 1165]
section-divider [247, 567, 359, 568]
column-4 [591, 50, 696, 625]
article-body: হলো, ১) ইউপিডিএফ, জেএসএস ও কে এন এফ সহ পাহাড়ি বিচ্ছিন্নতাবাদী সশস্ত্র সংগঠন ও সহযোগী সংগঠনগুলোর সকল সাংগঠনিক কার্যক্রম নিষিদ্ধ করতে হবে এবং তাদের সন্ত্রাসী কর্মকাণ্ডের বিরুদ্ধে কঠোর ব্যবস্থা নিতে হবে। পাহাড়ে সেনাবাহিনীর ক্যাম্প পুনঃস্থাপন করতে হবে এবং সেনাবাহিনীর উপস্থিতি আরও জোরদার করতে হবে। পার্বত্য চট্টগ্রামের সকল সম্প্রদায়ের মানুষের জন্য সমান অধিকার নিশ্চিত করতে হবে এবং পার্বত্য ভূমি কমিশন আইনের বৈষম্যমূলক ধারা সংশোধন করতে হবে। বক্তারা বলেন, পার্বত্য চট্টগ্রামকে আলাদা করার যে কোনো ষড়যন্ত্র দেশপ্রেমিক জনগণ রুখে দেবে। তারা সরকারের প্রতি আহ্বান জানান, পার্বত্য অঞ্চলের নিরাপত্তা নিশ্চিতে দ্রুত কার্যকর পদক্ষেপ গ্রহণ করতে হবে এবং বাঙালি ও পাহাড়ি সকল জনগোষ্ঠীর শান্তিপূর্ণ সহাবস্থান নিশ্চিত করতে হবে। সমাবেশে বিভিন্ন সংগঠনের নেতৃবৃন্দ বক্তব্য রাখেন এবং সমাবেশ শেষে একটি বিক্ষোভ মিছিল শহরের প্রধান প্রধান সড়ক প্রদক্ষিণ করে। [6, 80, 238, 192]
tender-invite [600, 1010, 931, 1048]
article-body: সাংবাদিক হত্যার বিচারের দাবিতে মানববন্ধন ও সমাবেশ করেছেন স্থানীয় সাংবাদিকরা। বক্তারা বলেন, হত্যাকাণ্ডের দীর্ঘ সময় পার হলেও এখনো বিচার কার্যক্রম শেষ হয়নি। দ্রুত বিচার ট্রাইব্যুনালে মামলাটি স্থানান্তর করে প্রকৃত দোষীদের শাস্তি নিশ্চিত করার দাবি জানান তারা। সাংবাদিকদের নিরাপত্তা নিশ্চিতে সরকারকে কার্যকর পদক্ষেপ গ্রহণের আহ্বান জানানো হয়। কর্মসূচিতে বিভিন্ন প্রেসক্লাব ও সাংবাদিক সংগঠনের নেতৃবৃন্দ উপস্থিত ছিলেন। তারা বলেন, সাংবাদিক নির্যাতন বন্ধ না হলে দেশব্যাপী কঠোর আন্দোলন গড়ে তোলা হবে। পরিবারের সদস্যরাও ন্যায়বিচারের দাবি জানিয়ে আবেগঘন বক্তব্য দেন। [704, 80, 940, 155]
source-thief: শেষের পাতার পর [278, 587, 328, 596]
